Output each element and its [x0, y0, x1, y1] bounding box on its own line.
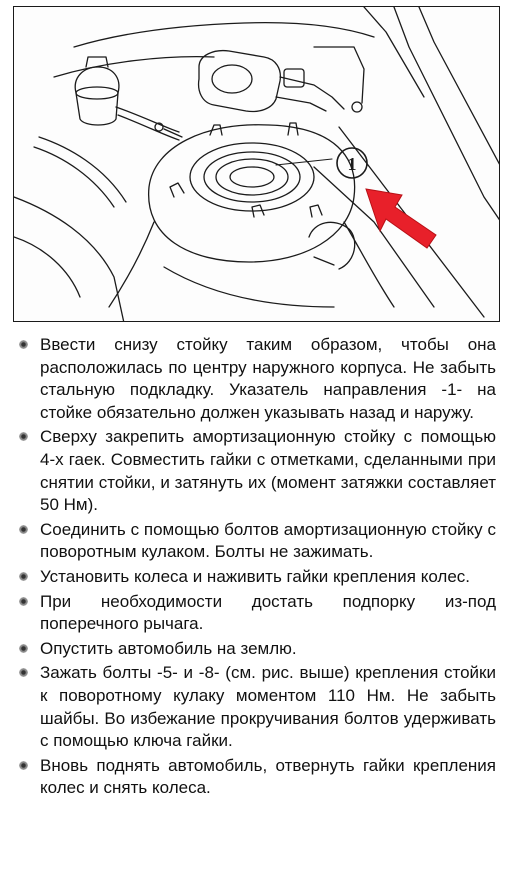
instruction-step	[16, 519, 496, 564]
instruction-step	[16, 755, 496, 800]
instruction-step	[16, 426, 496, 516]
instruction-step	[16, 662, 496, 752]
step-text: Сверху закрепить амортизационную стойку с помощью 4-х гаек. Совместить гайки с отметками, сделанными при снятии стойки, и затянуть их (момент затяжки составляет 50 Нм).	[40, 427, 496, 515]
step-text: При необходимости достать подпорку из-под поперечного рычага.	[40, 591, 496, 634]
engine-bay-drawing	[14, 7, 500, 322]
bullet-icon	[19, 572, 28, 581]
callout-number: 1	[347, 154, 357, 174]
step-text: Зажать болты -5- и -8- (см. рис. выше) крепления стойки к поворотному кулаку моментом 110 Нм. Не забыть шайбы. Во избежание прокручивания болтов удерживать с помощью ключа гайки.	[40, 663, 496, 751]
instruction-list	[16, 334, 496, 802]
instruction-step	[16, 566, 496, 589]
strut-mount-illustration	[13, 6, 500, 322]
step-text: Вновь поднять автомобиль, отвернуть гайки крепления колес и снять колеса.	[40, 755, 496, 798]
bullet-icon	[19, 597, 28, 606]
step-text: Ввести снизу стойку таким образом, чтобы она расположилась по центру наружного корпуса. Не забыть стальную подкладку. Указатель направления -1- на стойке обязательно должен указывать назад и наружу.	[40, 335, 496, 422]
step-text: Опустить автомобиль на землю.	[40, 638, 297, 658]
step-text: Соединить с помощью болтов амортизационную стойку с поворотным кулаком. Болты не зажимать.	[40, 519, 496, 562]
instruction-step	[16, 591, 496, 636]
bullet-icon	[19, 644, 28, 653]
bullet-icon	[19, 668, 28, 677]
instruction-step	[16, 638, 496, 661]
bullet-icon	[19, 525, 28, 534]
bullet-icon	[19, 340, 28, 349]
bullet-icon	[19, 761, 28, 770]
instruction-step	[16, 334, 496, 424]
step-text: Установить колеса и наживить гайки крепления колес.	[40, 566, 471, 586]
red-arrow-icon	[366, 189, 436, 248]
bullet-icon	[19, 432, 28, 441]
